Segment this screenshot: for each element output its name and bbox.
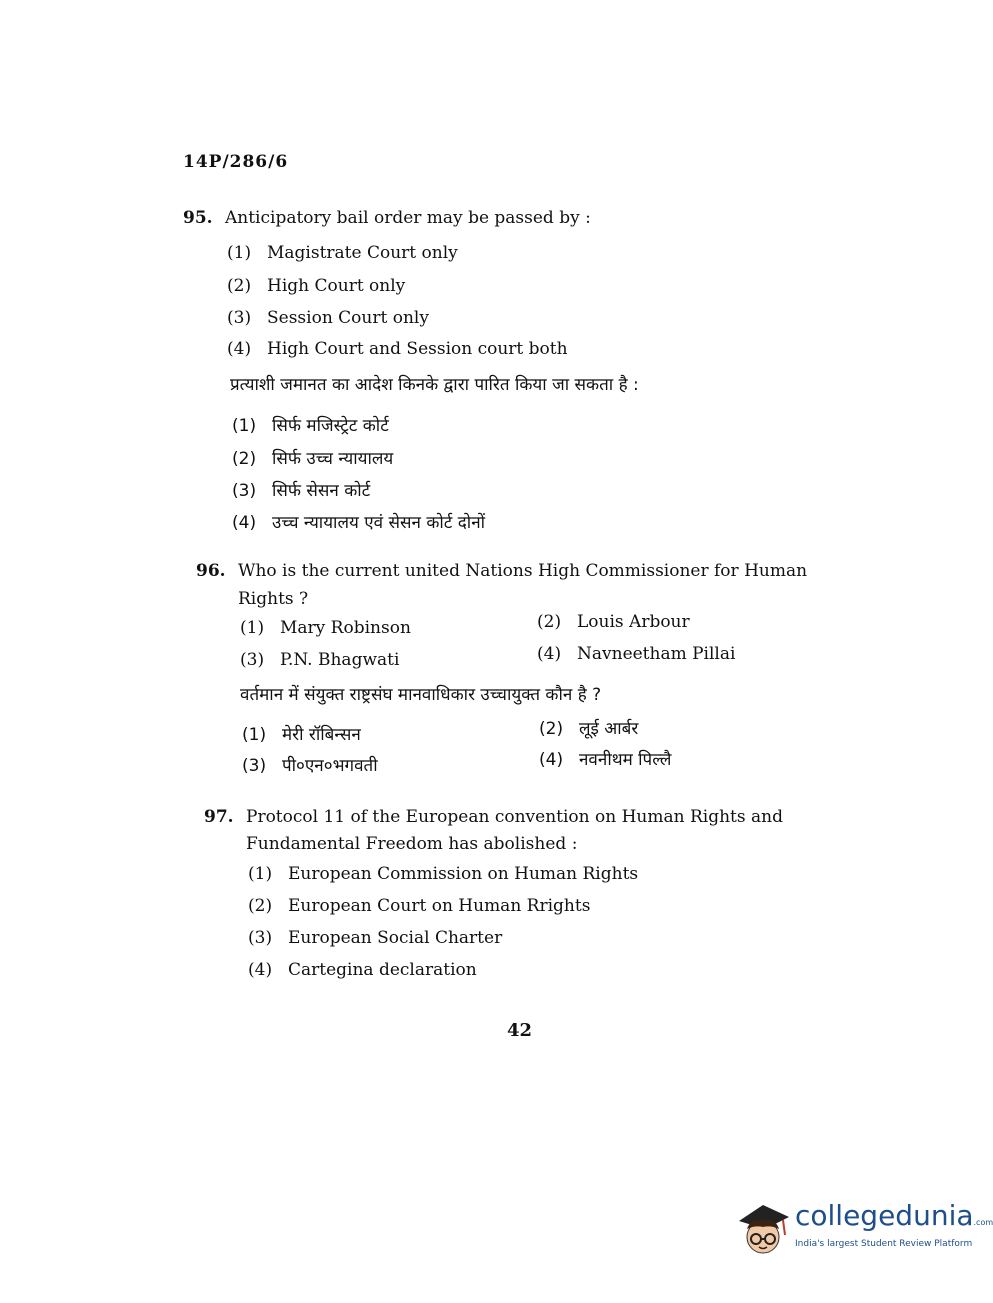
question-number: 96. <box>196 561 226 581</box>
q96-hindi-text: वर्तमान में संयुक्त राष्ट्रसंघ मानवाधिकार उच्चायुक्त कौन है ? <box>240 685 602 705</box>
question-text: Who is the current united Nations High Commissioner for Human <box>238 561 808 581</box>
option: (4) उच्च न्यायालय एवं सेसन कोर्ट दोनों <box>232 513 486 533</box>
logo-tagline: India's largest Student Review Platform <box>795 1239 973 1249</box>
option: (2) European Court on Human Rrights <box>248 896 591 916</box>
option: (4) नवनीथम पिल्लै <box>539 750 672 770</box>
option: (3) सिर्फ सेसन कोर्ट <box>232 481 371 501</box>
page-number: 42 <box>507 1020 533 1041</box>
question-96 <box>196 556 807 586</box>
option: (2) सिर्फ उच्च न्यायालय <box>232 449 394 469</box>
option: (2) लूई आर्बर <box>539 719 639 739</box>
question-text-continued: Rights ? <box>238 589 309 609</box>
question-95 <box>183 203 591 233</box>
option: (3) European Social Charter <box>248 928 503 948</box>
question-text: Anticipatory bail order may be passed by : <box>225 208 591 228</box>
option: (1) मेरी रॉबिन्सन <box>242 725 361 745</box>
option: (3) P.N. Bhagwati <box>240 650 400 670</box>
q95-hindi-text: प्रत्याशी जमानत का आदेश किनके द्वारा पारित किया जा सकता है : <box>230 375 639 395</box>
option: (1) सिर्फ मजिस्ट्रेट कोर्ट <box>232 416 389 436</box>
question-text-continued: Fundamental Freedom has abolished : <box>246 834 578 854</box>
paper-code: 14P/286/6 <box>183 152 289 172</box>
option: (4) Navneetham Pillai <box>537 644 736 664</box>
logo-wordmark: collegedunia.com <box>795 1199 993 1232</box>
question-97 <box>204 802 783 832</box>
question-number: 97. <box>204 807 234 827</box>
collegedunia-logo <box>733 1195 993 1265</box>
option: (4) High Court and Session court both <box>227 339 568 359</box>
option: (3) Session Court only <box>227 308 429 328</box>
student-mascot-icon <box>733 1195 793 1261</box>
option: (2) High Court only <box>227 276 406 296</box>
option: (1) European Commission on Human Rights <box>248 864 639 884</box>
option: (3) पी०एन०भगवती <box>242 756 378 776</box>
option: (1) Mary Robinson <box>240 618 411 638</box>
question-text: Protocol 11 of the European convention on Human Rights and <box>246 807 783 827</box>
question-number: 95. <box>183 208 213 228</box>
option: (1) Magistrate Court only <box>227 243 458 263</box>
option: (4) Cartegina declaration <box>248 960 477 980</box>
option: (2) Louis Arbour <box>537 612 690 632</box>
